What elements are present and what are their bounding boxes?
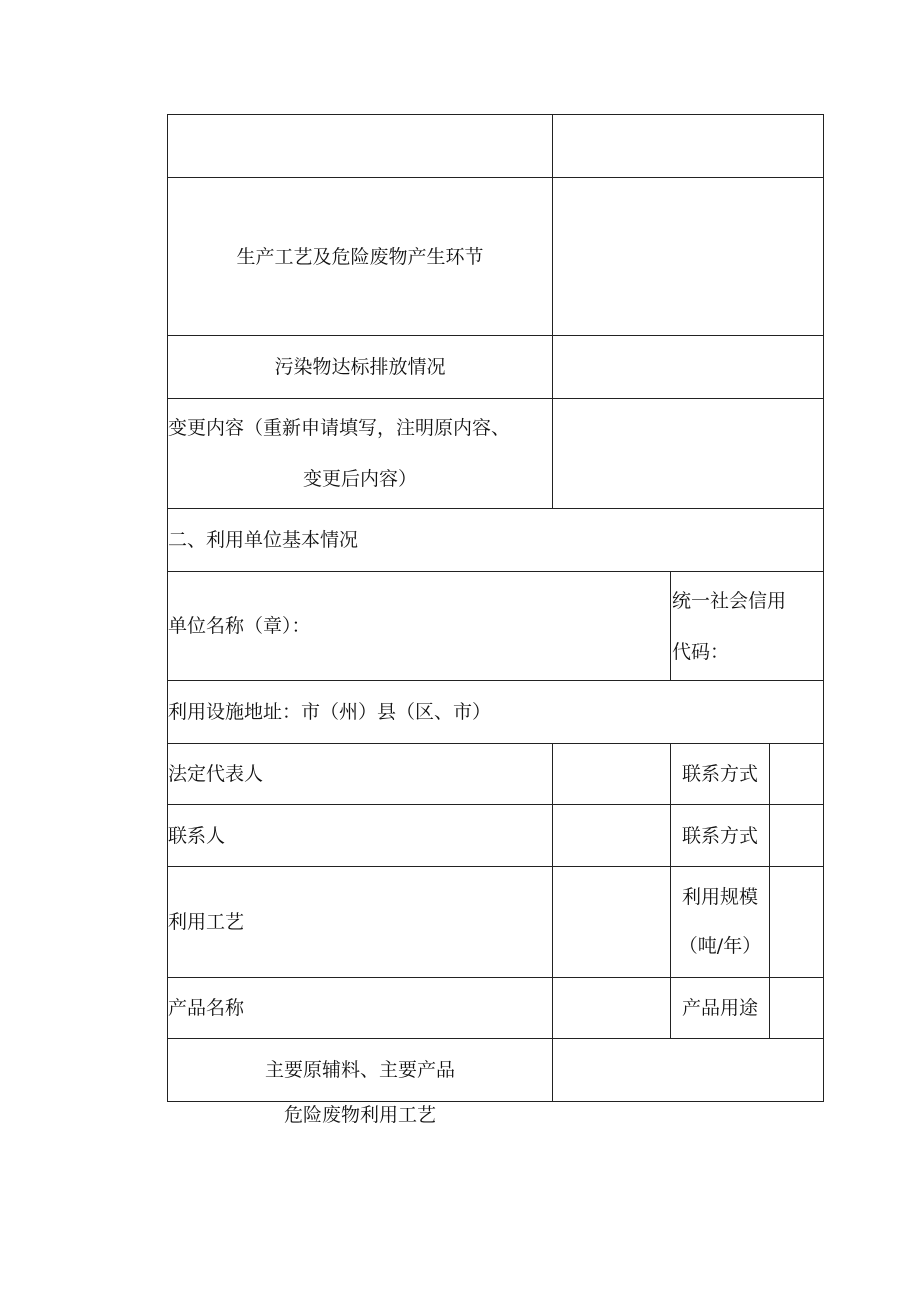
util-process-label: 利用工艺	[168, 911, 245, 933]
contact-person-value-cell[interactable]	[552, 804, 671, 867]
address-label: 利用设施地址：市（州）县（区、市）	[168, 701, 492, 723]
change-value-cell[interactable]	[552, 398, 824, 509]
contact-method-value-cell-1[interactable]	[769, 743, 824, 805]
empty-label-cell	[167, 114, 553, 178]
process-value-cell[interactable]	[552, 177, 824, 336]
change-label-cell	[167, 398, 553, 509]
pollutant-discharge-label: 污染物达标排放情况	[274, 356, 446, 378]
util-process-value-cell[interactable]	[552, 866, 671, 978]
product-use-value-cell[interactable]	[769, 977, 824, 1039]
materials-label: 主要原辅料、主要产品	[264, 1059, 455, 1081]
empty-value-cell[interactable]	[552, 114, 824, 178]
product-name-label: 产品名称	[168, 997, 245, 1019]
materials-value-cell[interactable]	[552, 1038, 824, 1102]
product-name-value-cell[interactable]	[552, 977, 671, 1039]
change-content-label-line2: 变更后内容）	[302, 468, 417, 490]
contact-method-value-cell-2[interactable]	[769, 804, 824, 867]
contact-method-label-2: 联系方式	[681, 825, 758, 847]
change-content-label-line1: 变更内容（重新申请填写，注明原内容、	[168, 417, 511, 439]
scale-label-line1: 利用规模	[681, 886, 758, 908]
scale-label-cell	[670, 866, 770, 978]
legal-rep-label: 法定代表人	[168, 763, 264, 785]
unit-name-label: 单位名称（章）：	[168, 615, 311, 637]
scale-value-cell[interactable]	[769, 866, 824, 978]
contact-person-label: 联系人	[168, 825, 226, 847]
legal-rep-value-cell[interactable]	[552, 743, 671, 805]
credit-code-cell[interactable]	[670, 571, 824, 681]
credit-code-label-line1: 统一社会信用	[672, 590, 787, 612]
hw-process-caption: 危险废物利用工艺	[283, 1104, 436, 1126]
section2-heading: 二、利用单位基本情况	[168, 529, 359, 551]
product-use-label: 产品用途	[681, 997, 758, 1019]
credit-code-label-line2: 代码：	[672, 641, 730, 663]
pollutant-value-cell[interactable]	[552, 335, 824, 399]
contact-method-label-1: 联系方式	[681, 763, 758, 785]
production-process-label: 生产工艺及危险废物产生环节	[236, 246, 484, 268]
scale-label-line2: （吨/年）	[678, 935, 762, 957]
